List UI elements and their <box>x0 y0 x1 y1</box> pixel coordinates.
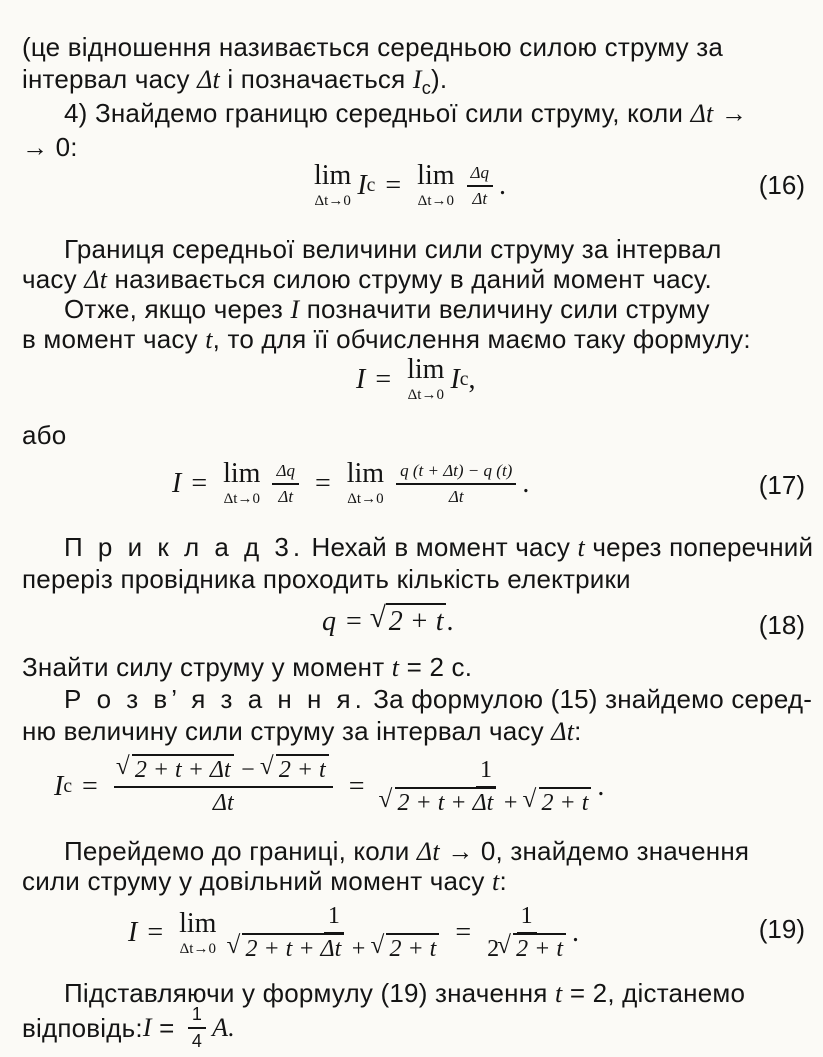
line-text: в момент часу <box>22 324 206 354</box>
symbol: t <box>577 533 585 562</box>
equals-sign: = <box>314 467 331 499</box>
unit-symbol: A. <box>212 1013 235 1042</box>
radicand: 2 + t + Δt <box>395 787 497 816</box>
equals-sign: = <box>346 606 362 637</box>
line-text: через поперечний <box>584 532 814 562</box>
subscript: c <box>421 78 431 98</box>
symbol: q <box>322 606 336 637</box>
fraction-denominator: Δt <box>212 790 234 817</box>
line-text: називається силою струму в даний момент часу. <box>107 264 712 294</box>
symbol: I <box>357 169 367 201</box>
line-text: Підставляючи у формулу (19) значення <box>64 978 555 1008</box>
radicand: 2 + t + Δt <box>242 933 344 962</box>
fraction-numerator: q (t + Δt) − q (t) <box>396 462 516 485</box>
text-line-3 <box>64 96 805 131</box>
punctuation: , <box>468 363 476 395</box>
text-line-10 <box>22 562 805 596</box>
equals-sign: = <box>191 467 208 499</box>
fraction-denominator: 4 <box>191 1031 203 1051</box>
equation-current-limit <box>0 354 823 414</box>
text-line-1 <box>22 30 805 64</box>
line-text: і позначається <box>219 64 413 94</box>
symbol: Δt <box>690 99 714 128</box>
symbol: Δt <box>416 837 440 866</box>
symbol: Δt <box>197 65 220 94</box>
symbol: I <box>128 917 138 949</box>
fraction-numerator: Δq <box>467 164 493 187</box>
text-line-13 <box>22 714 805 749</box>
radicand: 2 + t <box>539 787 592 816</box>
square-root <box>381 791 497 816</box>
text-line-12 <box>64 682 813 716</box>
line-text: = 2 с. <box>399 652 473 682</box>
fraction-numerator: 1 <box>188 1005 206 1029</box>
symbol: I <box>172 467 182 499</box>
lim-label: lim <box>179 907 217 939</box>
line-text: Знайти силу струму у момент <box>22 652 392 682</box>
text-line-15 <box>22 864 805 899</box>
lim-label: lim <box>417 160 455 191</box>
fraction-denominator: Δt <box>472 188 488 208</box>
equation-number: (16) <box>758 170 805 200</box>
example-heading: П р и к л а д 3. <box>64 532 305 562</box>
line-text: : <box>499 866 507 896</box>
square-root <box>118 758 234 783</box>
fraction-denominator: Δt <box>278 486 294 506</box>
line-text: переріз провідника проходить кількість електрики <box>22 564 631 594</box>
equation-16 <box>0 158 823 228</box>
text-line-17 <box>22 1006 805 1050</box>
line-text: Нехай в момент часу <box>304 532 578 562</box>
line-text: = 2, дістанемо <box>562 978 746 1008</box>
coefficient: 2 <box>487 936 500 963</box>
lim-subscript: Δt→0 <box>347 491 384 507</box>
lim-label: lim <box>346 458 385 489</box>
line-text: ню величину сили струму за інтервал часу <box>22 716 552 746</box>
radicand: 2 + t <box>386 603 447 637</box>
text-line-11 <box>22 650 805 685</box>
square-root <box>372 606 447 638</box>
equation-19 <box>0 898 823 978</box>
lim-label: lim <box>314 160 352 191</box>
subscript: c <box>459 368 469 390</box>
equation-17 <box>0 456 823 526</box>
symbol: Δt <box>84 265 108 294</box>
equals-sign: = <box>375 363 392 395</box>
radicand: 2 + t <box>386 933 439 962</box>
radicand: 2 + t <box>276 754 329 783</box>
symbol: t <box>391 653 400 682</box>
lim-subscript: Δt→0 <box>314 193 351 209</box>
line-text: часу <box>22 264 85 294</box>
square-root <box>499 937 566 962</box>
lim-subscript: Δt→0 <box>179 940 216 957</box>
lim-subscript: Δt→0 <box>417 193 454 209</box>
lim-subscript: Δt→0 <box>223 491 260 507</box>
line-text: Отже, якщо через <box>64 294 291 324</box>
square-root <box>525 791 592 816</box>
line-text: сили струму у довільний момент часу <box>22 866 492 896</box>
symbol: t <box>554 979 563 1008</box>
symbol: t <box>205 325 213 354</box>
symbol: I <box>356 363 366 395</box>
line-text: ). <box>431 64 448 94</box>
line-text: інтервал часу <box>22 64 198 94</box>
equation-number: (19) <box>758 914 805 944</box>
fraction-numerator: 1 <box>324 904 344 934</box>
punctuation: . <box>522 467 530 499</box>
punctuation: . <box>499 169 506 201</box>
lim-subscript: Δt→0 <box>407 387 444 403</box>
square-root <box>228 937 344 962</box>
plus-sign: + <box>350 936 367 963</box>
equals-sign: = <box>348 771 365 803</box>
symbol: I <box>450 363 460 395</box>
line-text: Границя середньої величини сили струму за інтервал <box>64 234 722 264</box>
text-line-9 <box>64 530 814 565</box>
symbol: Δt <box>551 717 575 746</box>
equals-sign: = <box>147 917 164 949</box>
square-root <box>262 758 329 783</box>
minus-sign: − <box>239 757 256 783</box>
line-text: або <box>22 420 67 450</box>
lim-label: lim <box>223 458 261 489</box>
equals-sign: = <box>385 169 402 201</box>
equation-number: (17) <box>758 470 805 500</box>
line-text: відповідь: <box>22 1013 143 1043</box>
fraction-denominator: Δt <box>448 486 464 506</box>
punctuation: . <box>572 917 580 949</box>
line-text: → <box>713 98 748 128</box>
square-root <box>372 937 439 962</box>
equals-sign: = <box>455 917 472 949</box>
text-line-8 <box>22 322 805 357</box>
equation-number: (18) <box>758 610 805 640</box>
line-text: → 0: <box>22 132 78 162</box>
line-text: Перейдемо до границі, коли <box>64 836 417 866</box>
fraction-numerator: 1 <box>517 904 537 934</box>
symbol: I <box>412 65 422 94</box>
subscript: c <box>63 776 73 798</box>
line-text: → 0, знайдемо значення <box>439 836 750 866</box>
symbol: I <box>142 1013 152 1042</box>
symbol: I <box>54 771 64 803</box>
text-line-5 <box>64 232 805 266</box>
lim-label: lim <box>407 354 445 385</box>
fraction-numerator: Δq <box>272 462 298 485</box>
radicand: 2 + t <box>513 933 566 962</box>
punctuation: . <box>597 771 605 803</box>
equation-average-current <box>0 752 823 832</box>
equation-18 <box>0 602 823 650</box>
equals-sign: = <box>151 1013 182 1043</box>
equals-sign: = <box>82 771 98 803</box>
solution-heading: Р о з в’ я з а н н я. <box>64 684 366 714</box>
line-text: (це відношення називається середньою силою струму за <box>22 32 724 62</box>
line-text: 4) Знайдемо границю середньої сили струму, коли <box>64 98 691 128</box>
fraction-numerator: 1 <box>476 758 496 788</box>
line-text: позначити величину сили струму <box>299 294 710 324</box>
subscript: c <box>366 174 376 196</box>
symbol: t <box>492 867 500 896</box>
radicand: 2 + t + Δt <box>132 754 234 783</box>
symbol: I <box>290 295 300 324</box>
plus-sign: + <box>502 790 519 817</box>
line-text: За формулою (15) знайдемо серед- <box>365 684 813 714</box>
text-line-abo <box>22 418 805 452</box>
line-text: : <box>574 716 582 746</box>
line-text: , то для її обчислення маємо таку формулу: <box>212 324 751 354</box>
punctuation: . <box>446 606 454 637</box>
